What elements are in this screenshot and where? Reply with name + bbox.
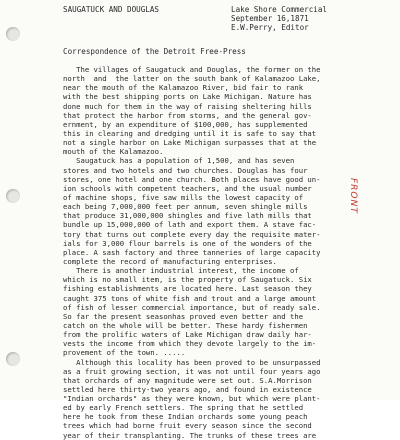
source-date: September 16,1871 bbox=[231, 14, 309, 23]
text-line: Although this locality has been proved to be unsurpassed bbox=[63, 357, 321, 367]
text-line: not a single harbor on Lake Michigan surpasses that at the bbox=[63, 138, 317, 148]
text-line: ion schools with competent teachers, and the usual number bbox=[63, 183, 312, 193]
text-line: place. A sash factory and three tanneries of large capacity bbox=[63, 247, 321, 257]
text-line: ed by early French settlers. The spring that he settled bbox=[63, 403, 304, 413]
text-line: as a fruit growing section, it was not until four years ago bbox=[63, 366, 321, 376]
text-line: tory that turns out complete every day the requisite mater- bbox=[63, 229, 321, 239]
text-line: provement of the town. ..... bbox=[63, 348, 186, 358]
text-line: trees which had borne fruit every season since the second bbox=[63, 421, 312, 431]
text-line: catch on the whole will be better. These hardy fishermen bbox=[63, 320, 308, 330]
text-line: that produce 31,000,000 shingles and five lath mills that bbox=[63, 211, 312, 221]
text-line: with the best shipping ports on Lake Michigan. Nature has bbox=[63, 92, 312, 102]
punch-hole bbox=[6, 189, 20, 203]
text-line: settled here thirty-two years ago, and found in existence bbox=[63, 384, 312, 394]
body-text bbox=[63, 65, 363, 440]
source-publication: Lake Shore Commercial bbox=[231, 5, 328, 14]
text-line: caught 375 tons of white fish and trout and a large amount bbox=[63, 293, 317, 303]
punch-hole bbox=[6, 352, 20, 366]
text-line: this in clearing and dredging until it is safe to say that bbox=[63, 128, 317, 138]
text-line: each being 7,000,000 feet per annum, seven shingle mills bbox=[63, 202, 308, 212]
text-line: of fish of lesser commercial importance, but of ready sale. bbox=[63, 302, 321, 312]
text-line: Saugatuck has a population of 1,500, and has seven bbox=[63, 156, 295, 166]
text-line: The villages of Saugatuck and Douglas, the former on the bbox=[63, 65, 321, 74]
text-line: north and the latter on the south bank of Kalamazoo Lake, bbox=[63, 74, 321, 84]
document-subtitle: Correspondence of the Detroit Free-Press bbox=[63, 47, 246, 56]
text-line: bundle up 15,000,000 of lath and export them. A stave fac- bbox=[63, 220, 317, 230]
text-line: that protect the harbor from storms, and the general gov- bbox=[63, 110, 312, 120]
text-line: ernment, by an expenditure of $100,000, has supplemented bbox=[63, 119, 308, 129]
text-line: that orchards of any magnitude were set out. S.A.Morrison bbox=[63, 375, 312, 385]
text-line: here he took from these Indian orchards some young peach bbox=[63, 412, 308, 422]
text-line: vests the income from which they devote largely to the im- bbox=[63, 339, 317, 349]
punch-hole bbox=[6, 27, 20, 41]
text-line: mouth of the Kalamazoo. bbox=[63, 147, 164, 157]
text-line: There is another industrial interest, the income of bbox=[63, 266, 299, 276]
text-line: done much for them in the way of raising sheltering hills bbox=[63, 101, 312, 111]
text-line: stores, one hotel and one church. Both places have good un- bbox=[63, 174, 321, 184]
text-line: complete the record of manufacturing enterprises. bbox=[63, 256, 277, 266]
text-line: ials for 3,000 flour barrels is one of the wonders of the bbox=[63, 238, 312, 248]
source-editor: E.W.Perry, Editor bbox=[231, 23, 309, 32]
text-line: fishing establishments are located here. Last season they bbox=[63, 284, 312, 294]
text-line: year of their transplanting. The trunks of these trees are bbox=[63, 430, 317, 440]
text-line: from the prolific waters of Lake Michigan draw daily har- bbox=[63, 330, 312, 340]
text-line: "Indian orchards" as they were known, but which were plant- bbox=[63, 394, 321, 404]
text-line: So far the present seasonhas proved even better and the bbox=[63, 311, 304, 321]
text-line: near the mouth of the Kalamazoo River, bid fair to rank bbox=[63, 83, 304, 93]
margin-annotation: FRONT bbox=[348, 178, 358, 214]
text-line: stores and two hotels and two churches. Douglas has four bbox=[63, 165, 308, 175]
text-line: which is no small item, is the property of Saugatuck. Six bbox=[63, 275, 312, 285]
text-line: of machine shops, five saw mills the lowest capacity of bbox=[63, 192, 304, 202]
document-title: SAUGATUCK AND DOUGLAS bbox=[63, 5, 160, 14]
source-block bbox=[231, 5, 327, 32]
